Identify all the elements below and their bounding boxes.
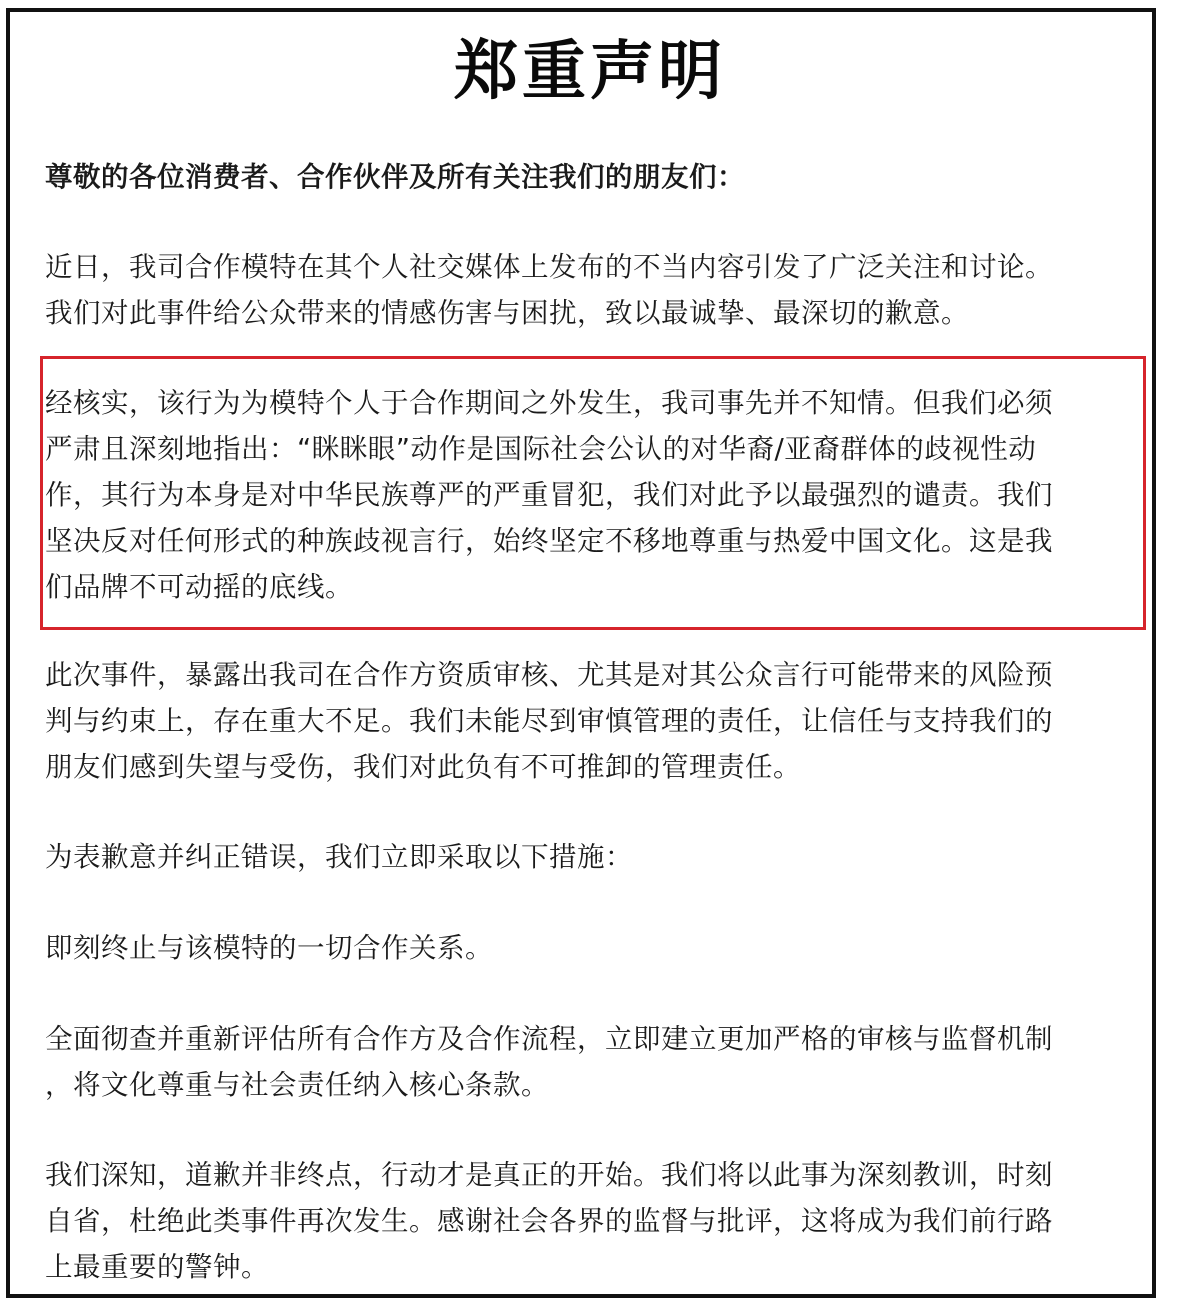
paragraph-line: 自省，杜绝此类事件再次发生。感谢社会各界的监督与批评，这将成为我们前行路 xyxy=(45,1205,1053,1237)
greeting: 尊敬的各位消费者、合作伙伴及所有关注我们的朋友们： xyxy=(45,161,745,193)
paragraph-line: 即刻终止与该模特的一切合作关系。 xyxy=(45,932,493,964)
paragraph-line: 经核实，该行为为模特个人于合作期间之外发生，我司事先并不知情。但我们必须 xyxy=(45,387,1053,419)
paragraph-line: 为表歉意并纠正错误，我们立即采取以下措施： xyxy=(45,841,633,873)
paragraph-line: 判与约束上，存在重大不足。我们未能尽到审慎管理的责任，让信任与支持我们的 xyxy=(45,705,1053,737)
paragraph-line: 朋友们感到失望与受伤，我们对此负有不可推卸的管理责任。 xyxy=(45,751,801,783)
paragraph-line: 我们深知，道歉并非终点，行动才是真正的开始。我们将以此事为深刻教训，时刻 xyxy=(45,1159,1053,1191)
paragraph-line: 坚决反对任何形式的种族歧视言行，始终坚定不移地尊重与热爱中国文化。这是我 xyxy=(45,525,1053,557)
paragraph-line: 上最重要的警钟。 xyxy=(45,1251,269,1283)
paragraph-responsibility xyxy=(45,652,1145,790)
paragraph-line: ，将文化尊重与社会责任纳入核心条款。 xyxy=(45,1069,549,1101)
paragraph-line: 此次事件，暴露出我司在合作方资质审核、尤其是对其公众言行可能带来的风险预 xyxy=(45,659,1053,691)
paragraph-measures-intro xyxy=(45,834,1145,880)
paragraph-incident xyxy=(45,244,1145,336)
measure-item-review xyxy=(45,1016,1145,1108)
paragraph-closing xyxy=(45,1152,1145,1290)
paragraph-line: 全面彻查并重新评估所有合作方及合作流程，立即建立更加严格的审核与监督机制 xyxy=(45,1023,1053,1055)
statement-title: 郑重声明 xyxy=(454,35,726,109)
paragraph-line: 们品牌不可动摇的底线。 xyxy=(45,571,353,603)
paragraph-line: 我们对此事件给公众带来的情感伤害与困扰，致以最诚挚、最深切的歉意。 xyxy=(45,297,969,329)
measure-item-terminate xyxy=(45,925,1145,971)
paragraph-line: 作，其行为本身是对中华民族尊严的严重冒犯，我们对此予以最强烈的谴责。我们 xyxy=(45,479,1053,511)
paragraph-verification xyxy=(45,380,1145,610)
paragraph-line: 近日，我司合作模特在其个人社交媒体上发布的不当内容引发了广泛关注和讨论。 xyxy=(45,251,1053,283)
paragraph-line: 严肃且深刻地指出：“眯眯眼”动作是国际社会公认的对华裔/亚裔群体的歧视性动 xyxy=(45,433,1037,465)
